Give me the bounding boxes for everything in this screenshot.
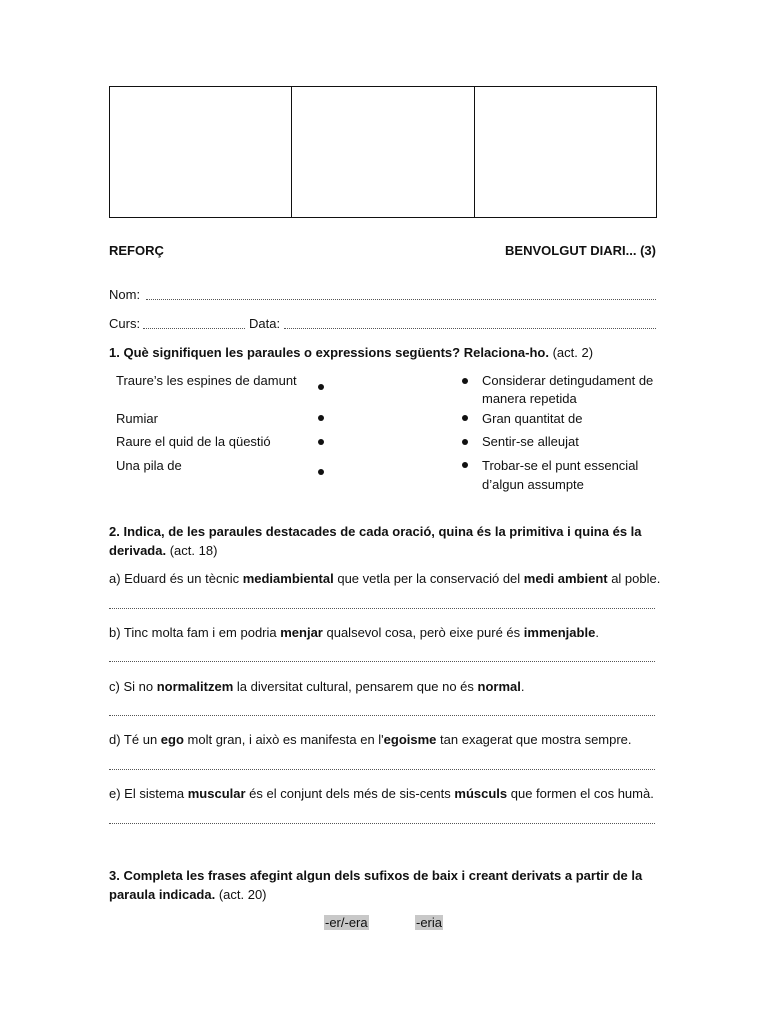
- worksheet-title: BENVOLGUT DIARI... (3): [505, 243, 656, 258]
- match-right-item-cont: d’algun assumpte: [482, 477, 584, 492]
- match-right-item: Trobar-se el punt essencial: [482, 458, 639, 473]
- nom-field[interactable]: [146, 299, 656, 300]
- nom-label: Nom:: [109, 287, 141, 302]
- sentence: d) Té un ego molt gran, i això es manifesta en l'egoisme tan exagerat que mostra sempre.: [109, 732, 632, 747]
- answer-line[interactable]: [109, 661, 655, 662]
- answer-line[interactable]: [109, 769, 655, 770]
- curs-field[interactable]: [143, 328, 245, 329]
- match-right-item: Gran quantitat de: [482, 411, 583, 426]
- header-boxes: [109, 86, 657, 218]
- answer-line[interactable]: [109, 823, 655, 824]
- question-3-title: 3. Completa les frases afegint algun dels sufixos de baix i creant derivats a partir de la: [109, 868, 643, 883]
- question-2-title: 2. Indica, de les paraules destacades de cada oració, quina és la primitiva i quina és la: [109, 524, 642, 539]
- question-3-title-cont: paraula indicada. (act. 20): [109, 887, 267, 902]
- match-left-bullet[interactable]: [318, 415, 324, 421]
- match-left-item: Rumiar: [116, 411, 158, 426]
- header-box: [475, 87, 656, 217]
- curs-label: Curs:: [109, 316, 141, 331]
- match-right-bullet[interactable]: [462, 462, 468, 468]
- match-left-item: Traure’s les espines de damunt: [116, 373, 297, 388]
- match-right-item: Considerar detingudament de: [482, 373, 654, 388]
- match-right-bullet[interactable]: [462, 415, 468, 421]
- suffix-chip: -er/-era: [325, 915, 368, 930]
- answer-line[interactable]: [109, 715, 655, 716]
- worksheet-type: REFORÇ: [109, 243, 164, 258]
- sentence: a) Eduard és un tècnic mediambiental que vetla per la conservació del medi ambient al poble.: [109, 571, 661, 586]
- match-right-bullet[interactable]: [462, 439, 468, 445]
- match-left-item: Una pila de: [116, 458, 182, 473]
- question-1-title: 1. Què signifiquen les paraules o expressions següents? Relaciona-ho. (act. 2): [109, 345, 594, 360]
- data-field[interactable]: [284, 328, 656, 329]
- header-box: [292, 87, 474, 217]
- data-label: Data:: [249, 316, 281, 331]
- suffix-chip: -eria: [416, 915, 443, 930]
- sentence: c) Si no normalitzem la diversitat cultural, pensarem que no és normal.: [109, 679, 525, 694]
- match-left-bullet[interactable]: [318, 439, 324, 445]
- header-box: [110, 87, 292, 217]
- sentence: b) Tinc molta fam i em podria menjar qualsevol cosa, però eixe puré és immenjable.: [109, 625, 599, 640]
- match-left-item: Raure el quid de la qüestió: [116, 434, 271, 449]
- match-right-bullet[interactable]: [462, 378, 468, 384]
- match-right-item: Sentir-se alleujat: [482, 434, 579, 449]
- match-right-item-cont: manera repetida: [482, 391, 577, 406]
- question-2-title-cont: derivada. (act. 18): [109, 543, 218, 558]
- match-left-bullet[interactable]: [318, 469, 324, 475]
- answer-line[interactable]: [109, 608, 655, 609]
- match-left-bullet[interactable]: [318, 384, 324, 390]
- sentence: e) El sistema muscular és el conjunt dels més de sis-cents músculs que formen el cos humà.: [109, 786, 654, 801]
